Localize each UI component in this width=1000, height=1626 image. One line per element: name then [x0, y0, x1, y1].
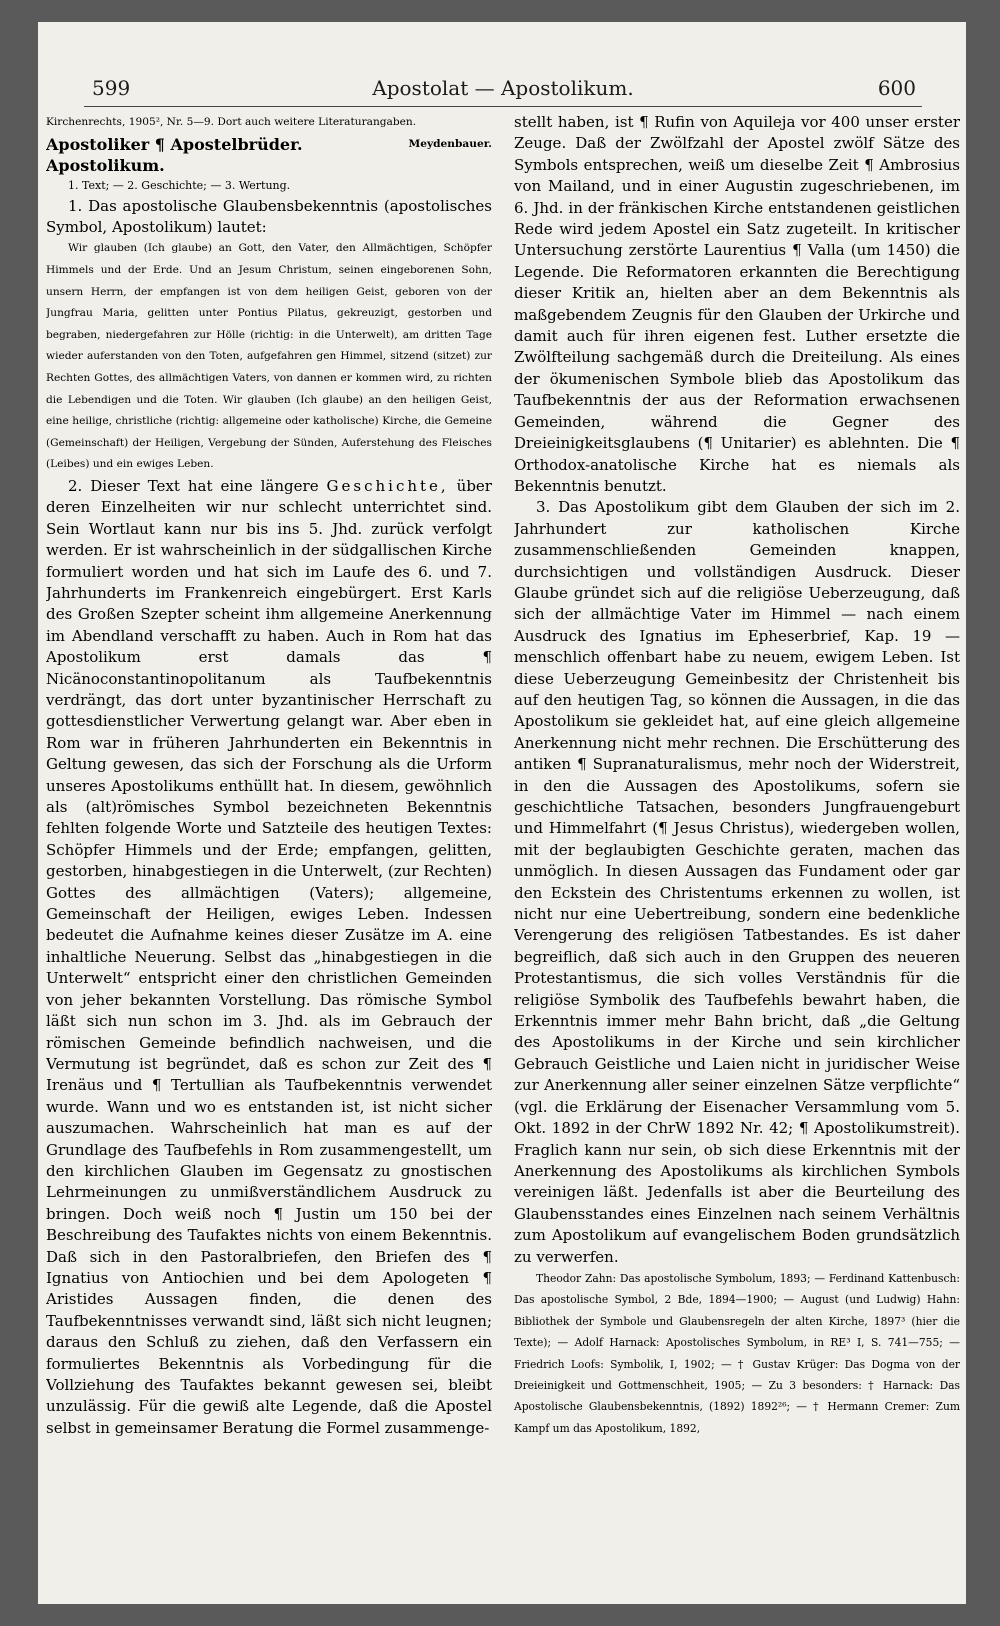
author-signature: Meydenbauer.	[408, 137, 492, 150]
section-1-lead: 1. Das apostolische Glaubensbekenntnis (apostolisches Symbol, Apostolikum) lautet:	[46, 196, 492, 236]
section-2-label: 2. Dieser Text hat eine längere	[68, 476, 319, 495]
text-columns	[46, 112, 960, 1598]
section-2-keyword: Geschichte,	[326, 476, 449, 495]
heading-apostolikum: Apostolikum.	[46, 155, 165, 175]
creed-text: Wir glauben (Ich glaube) an Gott, den Vater, den Allmächtigen, Schöpfer Himmels und der Erde. Und an Jesum Christum, seinen eingeborenen Sohn, unsern Herrn, der empfangen ist von dem heiligen Geist, geboren von der Jungfrau Maria, gelitten unter Pontius Pilatus, gekreuzigt, gestorben und begraben, niedergefahren zur Hölle (richtig: in die Unterwelt), am dritten Tage wieder auferstanden von den Toten, aufgefahren gen Himmel, sitzend (sitzet) zur Rechten Gottes, des allmächtigen Vaters, von dannen er kommen wird, zu richten die Lebendigen und die Toten. Wir glauben (Ich glaube) an den heiligen Geist, eine heilige, christliche (richtig: allgemeine oder katholische) Kirche, die Gemeine (Gemeinschaft) der Heiligen, Vergebung der Sünden, Auferstehung des Fleisches (Leibes) und ein ewiges Leben.	[46, 242, 492, 471]
page-header	[84, 70, 922, 107]
bibliography: Theodor Zahn: Das apostolische Symbolum, 1893; — Ferdinand Kattenbusch: Das apostolische Symbol, 2 Bde, 1894—1900; — August (und Ludwig) Hahn: Bibliothek der Symbole und Glaubensregeln der alten Kirche, 1897³ (hier die Texte); — Adolf Harnack: Apostolisches Symbolum, in RE³ I, S. 741—755; — Friedrich Loofs: Symbolik, I, 1902; — † Gustav Krüger: Das Dogma von der Dreieinigkeit und Gottmenschheit, 1905; — Zu 3 besonders: † Harnack: Das Apostolische Glaubensbekenntnis, (1892) 1892²⁶; — † Hermann Cremer: Zum Kampf um das Apostolikum, 1892,	[514, 1271, 960, 1435]
page-number-left: 599	[92, 76, 131, 100]
running-title: Apostolat — Apostolikum.	[372, 76, 634, 100]
continuation-paragraph: stellt haben, ist ¶ Rufin von Aquileja vor 400 unser erster Zeuge. Daß der Zwölfzahl der Apostel zwölf Sätze des Symbols entsprechen, weiß um dieselbe Zeit ¶ Ambrosius von Mailand, und in einer Augustin zugeschriebenen, im 6. Jhd. in der fränkischen Kirche entstandenen geistlichen Rede wird jedem Apostel ein Satz zugeteilt. In kritischer Untersuchung zerstörte Laurentius ¶ Valla (um 1450) die Legende. Die Reformatoren erkannten die Berechtigung dieser Kritik an, hielten aber an dem Bekenntnis als maßgebendem Zeugnis für den Glauben der Urkirche und damit auch für ihren eigenen fest. Luther ersetzte die Zwölfteilung sachgemäß durch die Dreiteilung. Als eines der ökumenischen Symbole blieb das Apostolikum das Taufbekenntnis der aus der Reformation erwachsenen Gemeinden, während die Gegner des Dreieinigkeitsglaubens (¶ Unitarier) es ablehnten. Die ¶ Orthodox-anatolische Kirche hat es niemals als Bekenntnis benutzt.	[514, 113, 960, 495]
right-column	[514, 112, 960, 1598]
section-2-paragraph	[46, 476, 492, 1439]
intro-text: Kirchenrechts, 1905², Nr. 5—9. Dort auch weitere Literaturangaben.	[46, 116, 417, 128]
page-number-right: 600	[877, 76, 916, 100]
section-3-paragraph: 3. Das Apostolikum gibt dem Glauben der sich im 2. Jahrhundert zur katholischen Kirche zusammenschließenden Gemeinden knappen, durchsichtigen und vollständigen Ausdruck. Dieser Glaube gründet sich auf die religiöse Ueberzeugung, daß sich der allmächtige Vater im Himmel — nach einem Ausdruck des Ignatius im Epheserbrief, Kap. 19 — menschlich offenbart habe zu neuem, ewigem Leben. Ist diese Ueberzeugung Gemeinbesitz der Christenheit bis auf den heutigen Tag, so können die Aussagen, in die das Apostolikum sie gekleidet hat, auf eine gleich allgemeine Anerkennung nicht mehr rechnen. Die Erschütterung des antiken ¶ Supranaturalismus, mehr noch der Widerstreit, in den die Aussagen des Apostolikums, sofern sie geschichtliche Tatsachen, besonders Jungfrauengeburt und Himmelfahrt (¶ Jesus Christus), wiedergeben wollen, mit der beglaubigten Geschichte geraten, machen das unmöglich. In diesen Aussagen das Fundament oder gar den Eckstein des Christentums erkennen zu wollen, ist nicht nur eine Uebertreibung, sondern eine bedenkliche Verengerung des religiösen Tatbestandes. Es ist daher begreiflich, daß sich auch in den Gruppen des neueren Protestantismus, die sich volles Verständnis für die religiöse Symbolik des Taufbefehls bewahrt haben, die Erkenntnis immer mehr Bahn bricht, daß „die Geltung des Apostolikums in der Kirche und sein kirchlicher Gebrauch Geistliche und Laien nicht in juridischer Weise zur Anerkennung aller seiner einzelnen Sätze verpflichte“ (vgl. die Erklärung der Eisenacher Versammlung vom 5. Okt. 1892 in der ChrW 1892 Nr. 42; ¶ Apostolikumstreit). Fraglich kann nur sein, ob sich diese Erkenntnis mit der Anerkennung des Apostolikums als kirchlichen Symbols vereinigen läßt. Jedenfalls ist aber die Beurteilung des Glaubensstandes eines Einzelnen nach seinem Verhältnis zum Apostolikum auf evangelischem Boden grundsätzlich zu verwerfen.	[514, 498, 960, 1266]
heading-apostoliker: Apostoliker ¶ Apostelbrüder.	[46, 134, 303, 154]
section-outline: 1. Text; — 2. Geschichte; — 3. Wertung.	[68, 178, 291, 192]
section-2-text: über deren Einzelheiten wir nur schlecht unterrichtet sind. Sein Wortlaut kann nur bis ins 5. Jhd. zurück verfolgt werden. Er ist wahrscheinlich in der südgallischen Kirche formuliert worden und hat sich im Laufe des 6. und 7. Jahrhunderts im Frankenreich eingebürgert. Erst Karls des Großen Szepter scheint ihm allgemeine Anerkennung im Abendland verschafft zu haben. Auch in Rom hat das Apostolikum erst damals das ¶ Nicänoconstantinopolitanum als Taufbekenntnis verdrängt, das dort unter byzantinischer Herrschaft zu gottesdienstlicher Verwertung gelangt war. Aber eben in Rom war in früheren Jahrhunderten ein Bekenntnis in Geltung gewesen, das sich der Forschung als die Urform unseres Apostolikums enthüllt hat. In diesem, gewöhnlich als (alt)römisches Symbol bezeichneten Bekenntnis fehlten folgende Worte und Satzteile des heutigen Textes: Schöpfer Himmels und der Erde; empfangen, gelitten, gestorben, hinabgestiegen in die Unterwelt, (zur Rechten) Gottes des allmächtigen (Vaters); allgemeine, Gemeinschaft der Heiligen, ewiges Leben. Indessen bedeutet die Aufnahme keines dieser Zusätze im A. eine inhaltliche Neuerung. Selbst das „hinabgestiegen in die Unterwelt“ entspricht einer den christlichen Gemeinden von jeher bekannten Vorstellung. Das römische Symbol läßt sich nun schon im 3. Jhd. als im Gebrauch der römischen Gemeinde befindlich nachweisen, und die Vermutung ist begründet, daß es schon zur Zeit des ¶ Irenäus und ¶ Tertullian als Taufbekenntnis verwendet wurde. Wann und wo es entstanden ist, ist nicht sicher auszumachen. Wahrscheinlich hat man es auf der Grundlage des Taufbefehls in Rom zusammengestellt, um den kirchlichen Glauben im Gegensatz zu gnostischen Lehrmeinungen zu unmißverständlichem Ausdruck zu bringen. Doch weiß noch ¶ Justin um 150 bei der Beschreibung des Taufaktes nichts von einem Bekenntnis. Daß sich in den Pastoralbriefen, den Briefen des ¶ Ignatius von Antiochien und bei dem Apologeten ¶ Aristides Aussagen finden, die denen des Taufbekenntnisses verwandt sind, läßt sich nicht leugnen; daraus den Schluß zu ziehen, daß den Verfassern ein formuliertes Bekenntnis als Vorbedingung für die Vollziehung des Taufaktes bekannt gewesen sei, bleibt unzulässig. Für die gewiß alte Legende, daß die Apostel selbst in gemeinsamer Beratung die Formel zusammenge-	[46, 476, 492, 1437]
left-column	[46, 112, 492, 1598]
